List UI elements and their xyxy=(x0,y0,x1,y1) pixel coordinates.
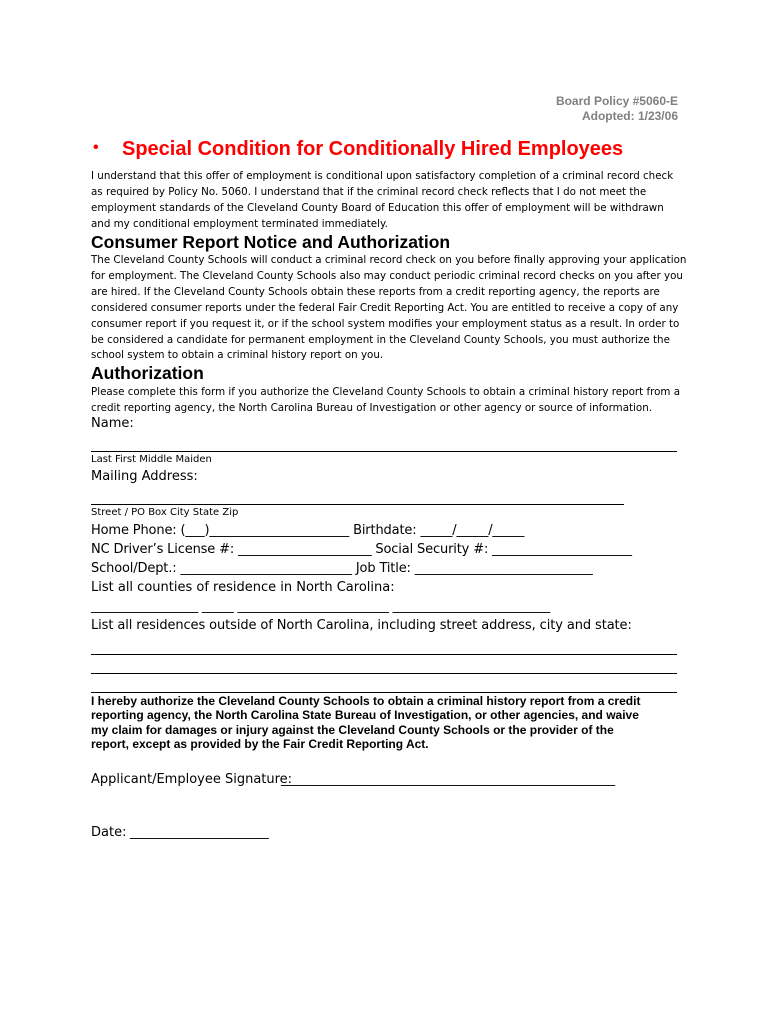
date-field-line[interactable]: ______________________ xyxy=(130,825,269,840)
school-jobtitle-row[interactable]: School/Dept.: ___________________________ Job Title: ____________________________ xyxy=(91,561,593,576)
name-subcaption: Last First Middle Maiden xyxy=(91,454,212,465)
date-label: Date: xyxy=(91,825,127,840)
nc-counties-label: List all counties of residence in North Carolina: xyxy=(91,580,395,595)
statement-line: reporting agency, the North Carolina State Bureau of Investigation, or other agencies, and waive xyxy=(91,708,639,722)
page-title: Special Condition for Conditionally Hired Employees xyxy=(122,138,624,160)
name-label: Name: xyxy=(91,416,134,431)
consumer-line: are hired. If the Cleveland County Schools obtain these reports from a credit reporting agency, the reports are xyxy=(91,286,660,298)
consumer-report-heading: Consumer Report Notice and Authorization xyxy=(91,232,451,252)
consumer-line: school system to obtain a criminal history report on you. xyxy=(91,349,384,361)
authorization-heading: Authorization xyxy=(91,363,204,383)
mailing-address-label: Mailing Address: xyxy=(91,469,198,484)
authorization-line: credit reporting agency, the North Carolina Bureau of Investigation or other agency or source of information. xyxy=(91,402,652,414)
signature-field-line[interactable]: _____________________________________________________ xyxy=(281,772,615,787)
outside-nc-line-3[interactable] xyxy=(91,692,677,693)
name-field-line[interactable] xyxy=(91,451,677,452)
policy-number: Board Policy #5060-E xyxy=(555,94,678,108)
outside-nc-line-2[interactable] xyxy=(91,673,677,674)
mailing-address-field-line[interactable] xyxy=(91,504,624,505)
authorization-line: Please complete this form if you authorize the Cleveland County Schools to obtain a criminal history report from a xyxy=(91,386,681,398)
signature-label: Applicant/Employee Signature: xyxy=(91,772,293,787)
statement-line: report, except as provided by the Fair Credit Reporting Act. xyxy=(91,737,429,751)
outside-nc-label: List all residences outside of North Carolina, including street address, city and state: xyxy=(91,618,632,633)
consumer-line: considered consumer reports under the federal Fair Credit Reporting Act. You are entitled to receive a copy of any xyxy=(91,302,679,314)
statement-line: I hereby authorize the Cleveland County Schools to obtain a criminal history report from a credit xyxy=(91,694,641,708)
intro-line: as required by Policy No. 5060. I understand that if the criminal record check reflects that I do not meet the xyxy=(91,186,647,198)
consumer-line: be considered a candidate for permanent employment in the Cleveland County Schools, you must authorize the xyxy=(91,334,670,346)
intro-line: and my conditional employment terminated immediately. xyxy=(91,218,388,230)
consumer-line: The Cleveland County Schools will conduct a criminal record check on you before finally approving your application xyxy=(91,254,687,266)
mailing-address-subcaption: Street / PO Box City State Zip xyxy=(91,507,239,518)
license-ssn-row[interactable]: NC Driver’s License #: _____________________ Social Security #: ______________________ xyxy=(91,542,632,557)
consumer-line: consumer report if you request it, or if the school system modifies your employment status as a result. In order to xyxy=(91,318,680,330)
home-phone-birthdate-row[interactable]: Home Phone: (___)______________________ Birthdate: _____/_____/_____ xyxy=(91,523,525,538)
consumer-line: for employment. The Cleveland County Schools also may conduct periodic criminal record checks on you after you xyxy=(91,270,683,282)
nc-counties-blanks[interactable]: _________________ _____ ________________________ _________________________ xyxy=(91,599,551,614)
adopted-date: Adopted: 1/23/06 xyxy=(581,109,678,123)
outside-nc-line-1[interactable] xyxy=(91,654,677,655)
intro-line: I understand that this offer of employment is conditional upon satisfactory completion of a criminal record check xyxy=(91,170,674,182)
statement-line: my claim for damages or injury against the Cleveland County Schools or the provider of the xyxy=(91,723,614,737)
title-bullet: • xyxy=(93,139,99,156)
intro-line: employment standards of the Cleveland County Board of Education this offer of employment will be withdrawn xyxy=(91,202,664,214)
